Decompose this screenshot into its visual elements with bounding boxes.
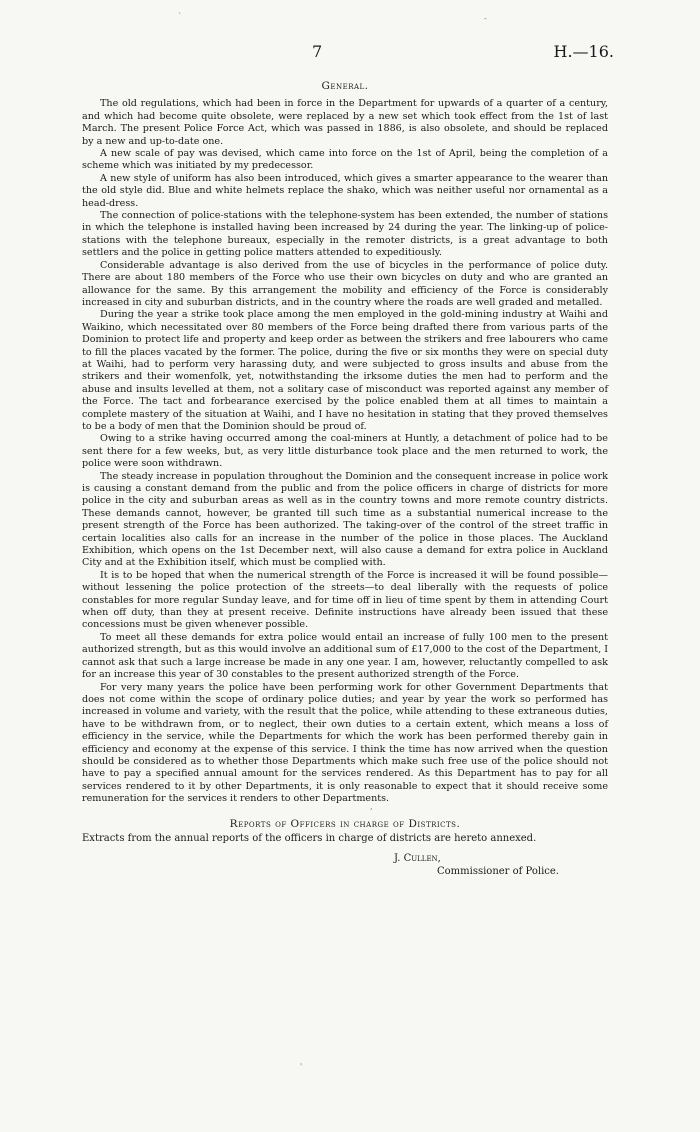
page-header [0,42,700,66]
page-number: 7 [312,42,323,61]
paragraph: The connection of police-stations with the telephone-system has been extended, the number of stations in which the telephone is installed having been increased by 24 during the year. The linking-up of police-stations with the telephone bureaux, especially in the remoter districts, is a great advantage to both settlers and the police in getting police matters attended to expeditiously. [82,210,608,259]
scan-mark: ` [178,12,182,21]
paragraph: A new style of uniform has also been introduced, which gives a smarter appearance to the wearer than the old style did. Blue and white helmets replace the shako, which was neither useful nor ornamental as a head-dress. [82,172,608,209]
scan-mark: - [484,14,487,23]
paragraph: To meet all these demands for extra police would entail an increase of fully 100 men to the present authorized strength, but as this would involve an additional sum of £17,000 to the cost of the Department, I cannot ask that such a large increase be made in any one year. I am, however, reluctantly compelled to ask for an increase this year of 30 constables to the present authorized strength of the Force. [82,631,608,681]
document-reference: H.—16. [553,42,614,61]
scan-mark: , [370,802,373,811]
paragraph: It is to be hoped that when the numerical strength of the Force is increased it will be found possible—without lessening the police protection of the streets—to deal liberally with the requests of police constables for more regular Sunday leave, and for time off in lieu of time spent by them in attending Court when off duty, than they at present receive. Definite instructions have already been issued that these concessions must be given whenever possible. [82,569,608,631]
paragraph: For very many years the police have been performing work for other Government Departments that does not come within the scope of ordinary police duties; and year by year the work so performed has increased in volume and variety, with the result that the police, while attending to these extraneous duties, have to be withdrawn from, or to neglect, their own duties to a certain extent, which means a loss of efficiency in the service, while the Departments for which the work has been performed thereby gain in efficiency and economy at the expense of this service. I think the time has now arrived when the question should be considered as to whether those Departments which make such free use of the police should not have to pay a specified annual amount for the services rendered. As this Department has to pay for all services rendered to it by other Departments, it is only reasonable to expect that it should receive some remuneration for the services it renders to other Departments. [82,681,608,805]
section-heading-reports: Reports of Officers in charge of Districts. [229,817,461,830]
paragraph: Owing to a strike having occurred among the coal-miners at Huntly, a detachment of police had to be sent there for a few weeks, but, as very little disturbance took place and the men returned to work, the police were soon withdrawn. [82,433,608,470]
paragraph: During the year a strike took place among the men employed in the gold-mining industry at Waihi and Waikino, which necessitated over 80 members of the Force being drafted there from various parts of the Dominion to protect life and property and keep order as between the strikers and free labourers who came to fill the places vacated by the former. The police, during the five or six months they were on special duty at Waihi, had to perform very harassing duty, and were subjected to gross insults and abuse from the strikers and their womenfolk, yet, notwithstanding the irksome duties the men had to perform and the abuse and insults levelled at them, not a solitary case of misconduct was reported against any member of the Force. The tact and forbearance exercised by the police enabled them at all times to maintain a complete mastery of the situation at Waihi, and I have no hesitation in stating that they proved themselves to be a body of men that the Dominion should be proud of. [82,309,608,432]
signatory-title: Commissioner of Police. [437,866,559,878]
scan-mark: ' [300,1062,303,1071]
paragraph: The old regulations, which had been in force in the Department for upwards of a quarter of a century, and which had become quite obsolete, were replaced by a new set which took effect from the 1st of last March. The present Police Force Act, which was passed in 1886, is also obsolete, and should be replaced by a new and up-to-date one. [82,98,608,147]
signatory-name: J. Cullen, [394,853,441,865]
paragraph: A new scale of pay was devised, which came into force on the 1st of April, being the completion of a scheme which was initiated by my predecessor. [82,148,608,172]
paragraph: Considerable advantage is also derived from the use of bicycles in the performance of police duty. There are about 180 members of the Force who use their own bicycles on duty and who are granted an allowance for the same. By this arrangement the mobility and efficiency of the Force is considerably increased in city and suburban districts, and in the country where the roads are well graded and metalled. [82,259,608,308]
signature-block [82,853,608,893]
extracts-line: Extracts from the annual reports of the officers in charge of districts are hereto annexed. [82,832,537,844]
body-text [82,80,608,893]
paragraph: The steady increase in population throughout the Dominion and the consequent increase in police work is causing a constant demand from the public and from the police officers in charge of districts for more police in the city and suburban areas as well as in the country towns and more remote country districts. These demands cannot, however, be granted till such time as a substantial numerical increase to the present strength of the Force has been authorized. The taking-over of the control of the street traffic in certain localities also calls for an increase in the number of the police in those places. The Auckland Exhibition, which opens on the 1st December next, will also cause a demand for extra police in Auckland City and at the Exhibition itself, which must be complied with. [82,470,608,569]
section-heading: General. [321,80,369,92]
